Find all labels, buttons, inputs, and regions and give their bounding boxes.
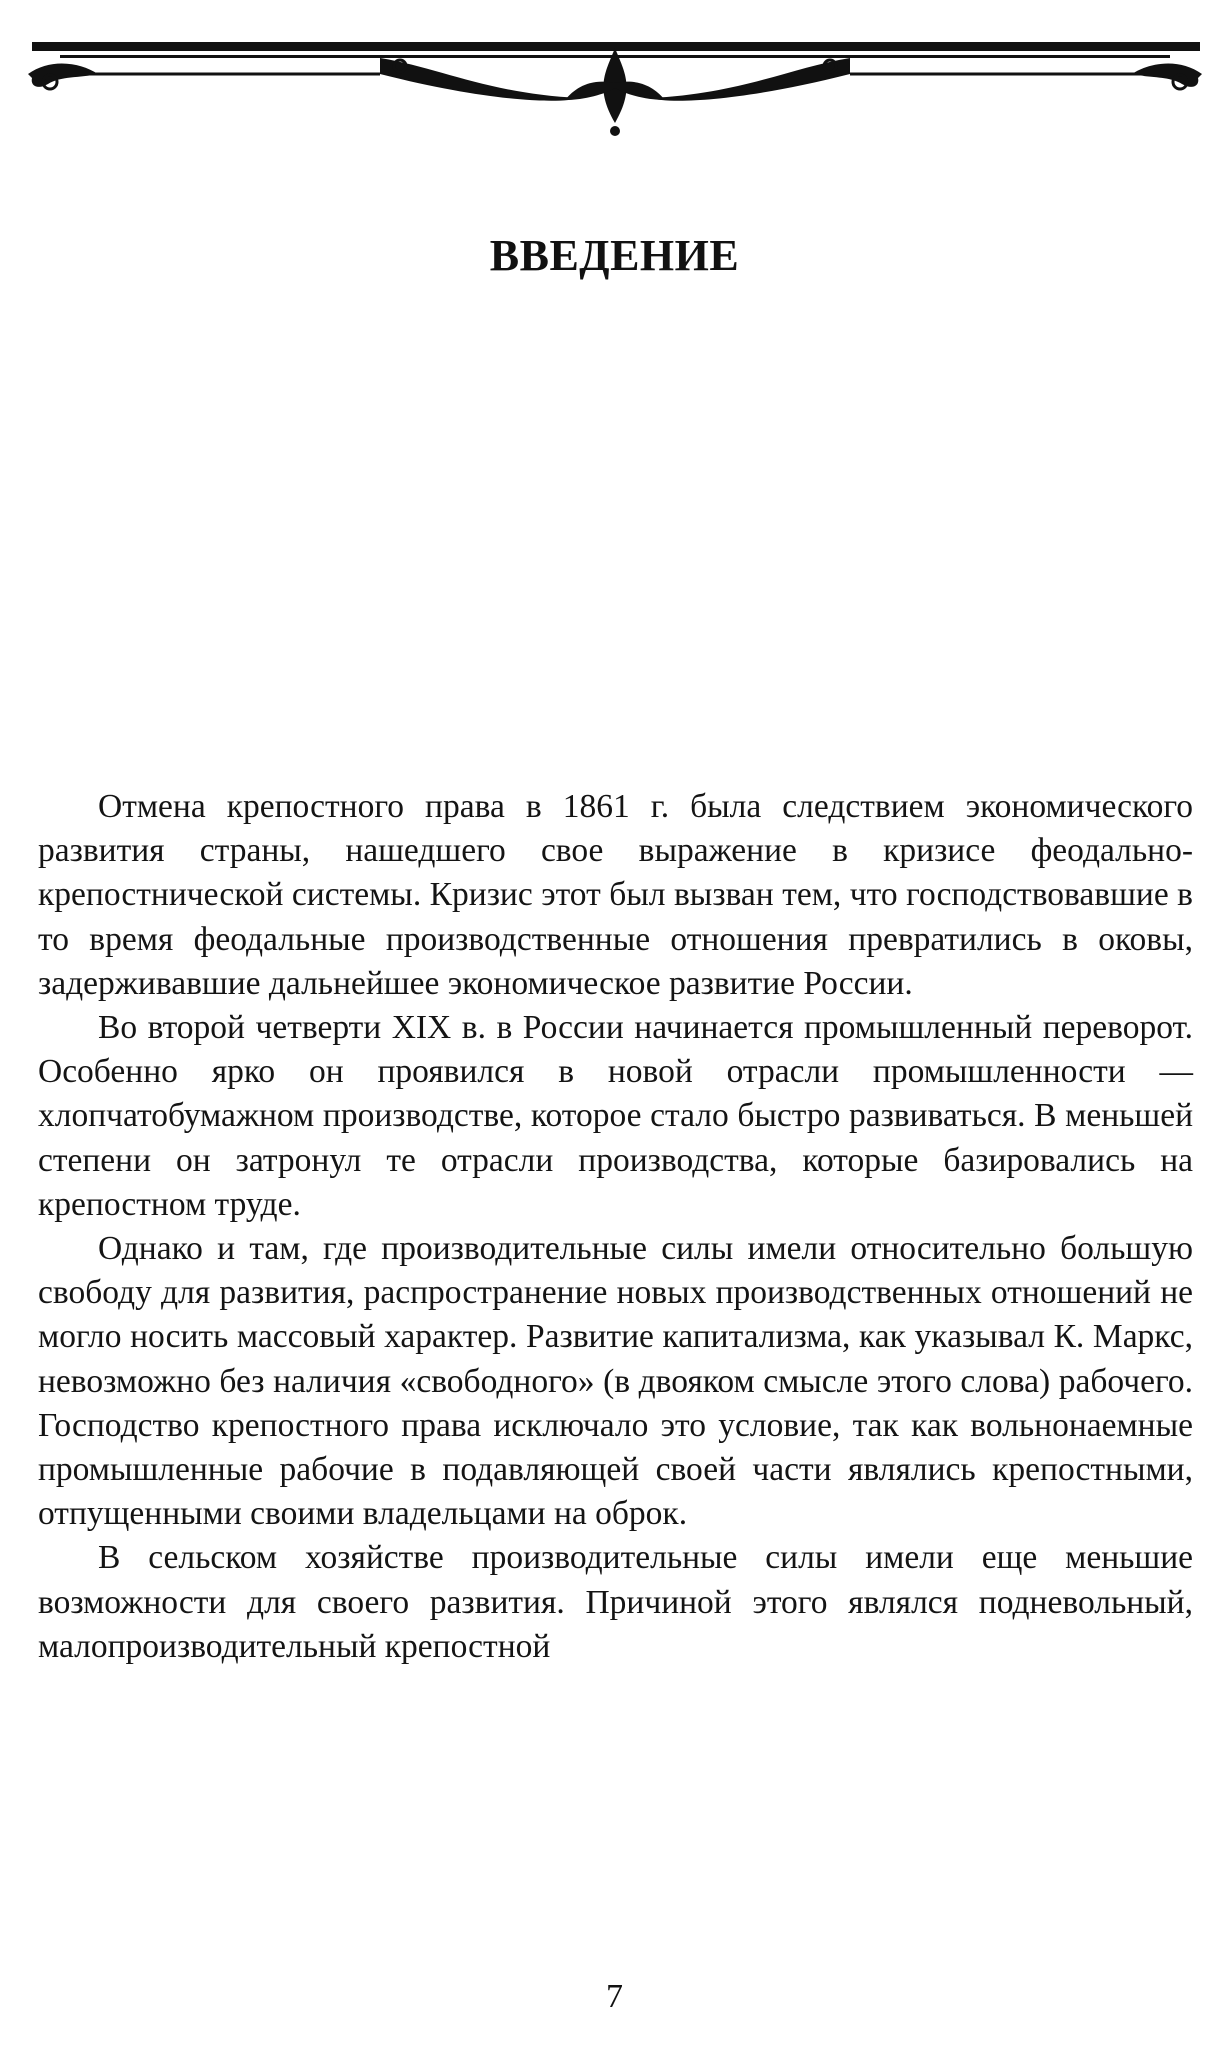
- paragraph: Однако и там, где производительные силы имели относительно большую свободу для развития, распространение новых производственных отношений не могло носить массовый характер. Развитие капитализма, как указывал К. Маркс, невозможно без наличия «свободного» (в двояком смысле этого слова) рабочего. Господство крепостного права исключало это условие, так как вольнонаемные промышленные рабочие в подавляющей своей части являлись крепостными, отпущенными своими владельцами на оброк.: [38, 1230, 1193, 1533]
- paragraph: Во второй четверти XIX в. в России начинается промышленный переворот. Особенно ярко он проявился в новой отрасли промышленности — хлопчатобумажном производстве, которое стало быстро развиваться. В меньшей степени он затронул те отрасли производства, которые базировались на крепостном труде.: [38, 1009, 1193, 1223]
- decorative-header-ornament: [20, 28, 1210, 138]
- paragraph: Отмена крепостного права в 1861 г. была следствием экономического развития страны, нашедшего свое выражение в кризисе феодально-крепостнической системы. Кризис этот был вызван тем, что господствовавшие в то время феодальные производственные отношения превратились в оковы, задерживавшие дальнейшее экономическое развитие России.: [38, 788, 1193, 1002]
- chapter-title: ВВЕДЕНИЕ: [489, 231, 740, 280]
- body-text: [38, 785, 1193, 1669]
- page-number: 7: [606, 1978, 623, 2015]
- paragraph: В сельском хозяйстве производительные силы имели еще меньшие возможности для своего развития. Причиной этого являлся подневольный, малопроизводительный крепостной: [38, 1539, 1193, 1665]
